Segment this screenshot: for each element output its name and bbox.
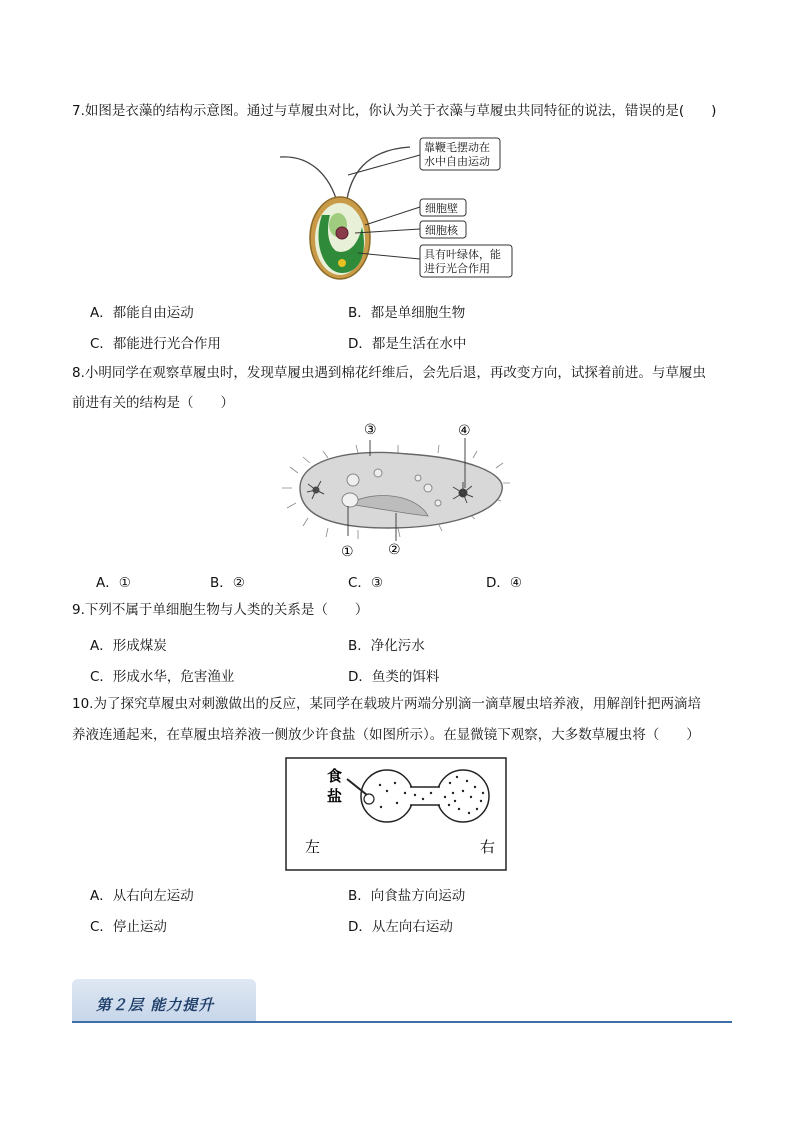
marker-4: ④ xyxy=(458,423,471,439)
label-chloroplast-line1: 具有叶绿体，能 xyxy=(424,248,501,261)
q8-stem-line1: 8.小明同学在观察草履虫时，发现草履虫遇到棉花纤维后，会先后退，再改变方向，试探着前进。与草履虫 xyxy=(72,365,706,381)
q7-stem: 7.如图是衣藻的结构示意图。通过与草履虫对比，你认为关于衣藻与草履虫共同特征的说法，错误的是( ) xyxy=(72,103,717,119)
q7-option-c[interactable]: C．都能进行光合作用 xyxy=(90,336,221,352)
label-right: 右 xyxy=(480,838,496,856)
q7-option-a[interactable]: A．都能自由运动 xyxy=(90,305,194,321)
q8-option-c[interactable]: C．③ xyxy=(348,575,384,591)
q10-stem-line2: 养液连通起来，在草履虫培养液一侧放少许食盐（如图所示）。在显微镜下观察，大多数草履虫将（ ） xyxy=(72,727,700,743)
q8-option-a[interactable]: A．① xyxy=(96,575,131,591)
label-flagella-line2: 水中自由运动 xyxy=(424,155,490,168)
label-cell-wall: 细胞壁 xyxy=(425,202,458,215)
marker-2: ② xyxy=(388,542,401,558)
salt-experiment-figure xyxy=(285,757,507,872)
label-nucleus: 细胞核 xyxy=(425,224,458,237)
q9-option-a[interactable]: A．形成煤炭 xyxy=(90,638,167,654)
q9-option-b[interactable]: B．净化污水 xyxy=(348,638,425,654)
label-salt-2: 盐 xyxy=(327,787,343,805)
paramecium-figure xyxy=(278,418,510,563)
section-title: 第２层 能力提升 xyxy=(96,996,215,1014)
q8-option-b[interactable]: B．② xyxy=(210,575,245,591)
chlamydomonas-figure xyxy=(270,135,520,283)
q10-option-a[interactable]: A．从右向左运动 xyxy=(90,888,194,904)
q10-option-d[interactable]: D．从左向右运动 xyxy=(348,919,453,935)
q7-option-d[interactable]: D．都是生活在水中 xyxy=(348,336,467,352)
label-salt-1: 食 xyxy=(327,767,343,785)
q9-option-c[interactable]: C．形成水华，危害渔业 xyxy=(90,669,235,685)
q7-option-b[interactable]: B．都是单细胞生物 xyxy=(348,305,466,321)
q10-option-c[interactable]: C．停止运动 xyxy=(90,919,167,935)
q8-stem-line2: 前进有关的结构是（ ） xyxy=(72,395,234,411)
q10-option-b[interactable]: B．向食盐方向运动 xyxy=(348,888,466,904)
marker-3: ③ xyxy=(364,422,377,438)
q9-option-d[interactable]: D．鱼类的饵料 xyxy=(348,669,440,685)
q8-option-d[interactable]: D．④ xyxy=(486,575,522,591)
q9-stem: 9.下列不属于单细胞生物与人类的关系是（ ） xyxy=(72,602,369,618)
q10-stem-line1: 10.为了探究草履虫对刺激做出的反应，某同学在载玻片两端分别滴一滴草履虫培养液，用解剖针把两滴培 xyxy=(72,696,701,712)
label-left: 左 xyxy=(305,838,321,856)
label-flagella-line1: 靠鞭毛摆动在 xyxy=(424,141,490,154)
label-chloroplast-line2: 进行光合作用 xyxy=(424,262,490,275)
section-divider xyxy=(72,1021,732,1023)
marker-1: ① xyxy=(341,544,354,560)
